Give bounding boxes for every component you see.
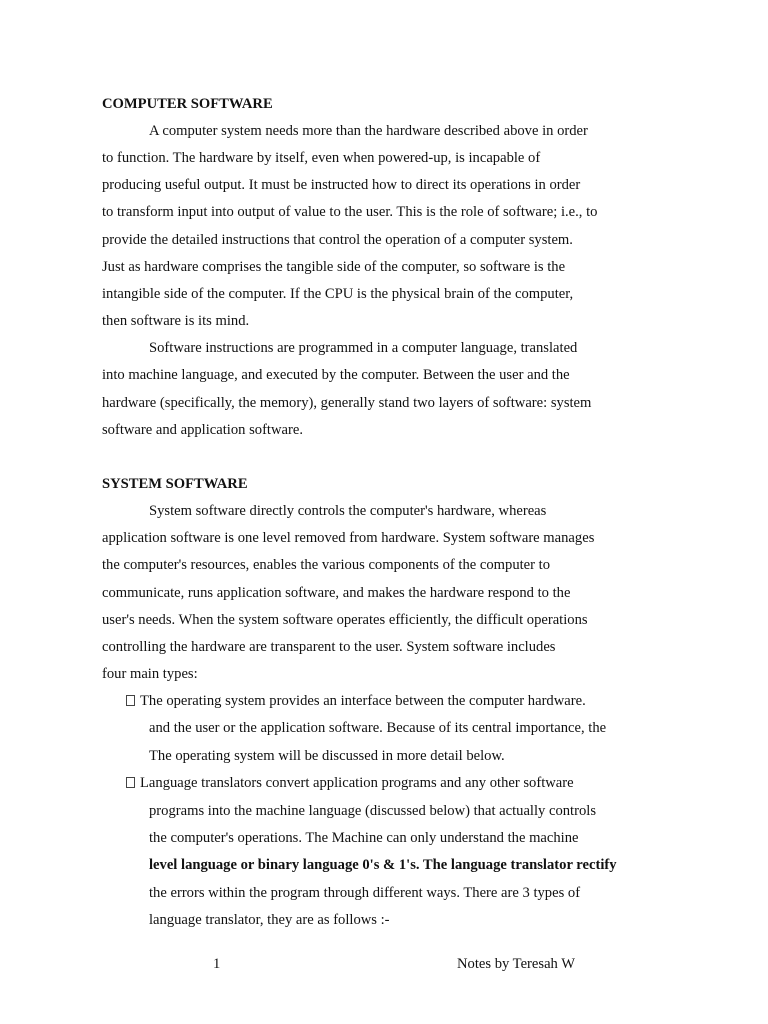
bullet-text: The operating system provides an interface between the computer hardware.: [140, 693, 586, 709]
section-heading-computer-software: COMPUTER SOFTWARE: [102, 96, 273, 112]
paragraph-line: user's needs. When the system software operates efficiently, the difficult operations: [102, 612, 588, 628]
paragraph-line: then software is its mind.: [102, 313, 250, 329]
paragraph-line: Software instructions are programmed in a computer language, translated: [149, 340, 578, 356]
paragraph-line: the computer's operations. The Machine can only understand the machine: [149, 830, 579, 846]
bullet-box-icon: [126, 695, 135, 706]
paragraph-line: language translator, they are as follows :-: [149, 912, 390, 928]
paragraph-line: programs into the machine language (discussed below) that actually controls: [149, 803, 597, 819]
paragraph-line: provide the detailed instructions that control the operation of a computer system.: [102, 232, 573, 248]
bullet-text: Language translators convert application programs and any other software: [140, 775, 574, 791]
bullet-box-icon: [126, 777, 135, 788]
paragraph-line: The operating system will be discussed in more detail below.: [149, 748, 505, 764]
paragraph-line: four main types:: [102, 666, 198, 682]
bullet-item-language-translators: [126, 774, 574, 792]
paragraph-line: to function. The hardware by itself, even when powered-up, is incapable of: [102, 150, 541, 166]
bullet-item-operating-system: [126, 692, 586, 710]
paragraph-line: hardware (specifically, the memory), generally stand two layers of software: system: [102, 395, 592, 411]
footer-author: Notes by Teresah W: [457, 956, 575, 972]
paragraph-line: intangible side of the computer. If the CPU is the physical brain of the computer,: [102, 286, 574, 302]
paragraph-line: producing useful output. It must be instructed how to direct its operations in order: [102, 177, 581, 193]
paragraph-line: software and application software.: [102, 422, 303, 438]
footer-page-number: 1: [213, 956, 221, 972]
paragraph-line: the errors within the program through different ways. There are 3 types of: [149, 885, 581, 901]
paragraph-line: A computer system needs more than the hardware described above in order: [149, 123, 588, 139]
paragraph-line-bold: level language or binary language 0's & 1's. The language translator rectify: [149, 857, 617, 873]
paragraph-line: System software directly controls the computer's hardware, whereas: [149, 503, 547, 519]
paragraph-line: communicate, runs application software, and makes the hardware respond to the: [102, 585, 571, 601]
paragraph-line: controlling the hardware are transparent to the user. System software includes: [102, 639, 556, 655]
paragraph-line: the computer's resources, enables the various components of the computer to: [102, 557, 551, 573]
paragraph-line: application software is one level removed from hardware. System software manages: [102, 530, 595, 546]
paragraph-line: Just as hardware comprises the tangible side of the computer, so software is the: [102, 259, 566, 275]
paragraph-line: into machine language, and executed by the computer. Between the user and the: [102, 367, 570, 383]
paragraph-line: and the user or the application software. Because of its central importance, the: [149, 720, 607, 736]
section-heading-system-software: SYSTEM SOFTWARE: [102, 476, 248, 492]
paragraph-line: to transform input into output of value to the user. This is the role of software; i.e., to: [102, 204, 598, 220]
